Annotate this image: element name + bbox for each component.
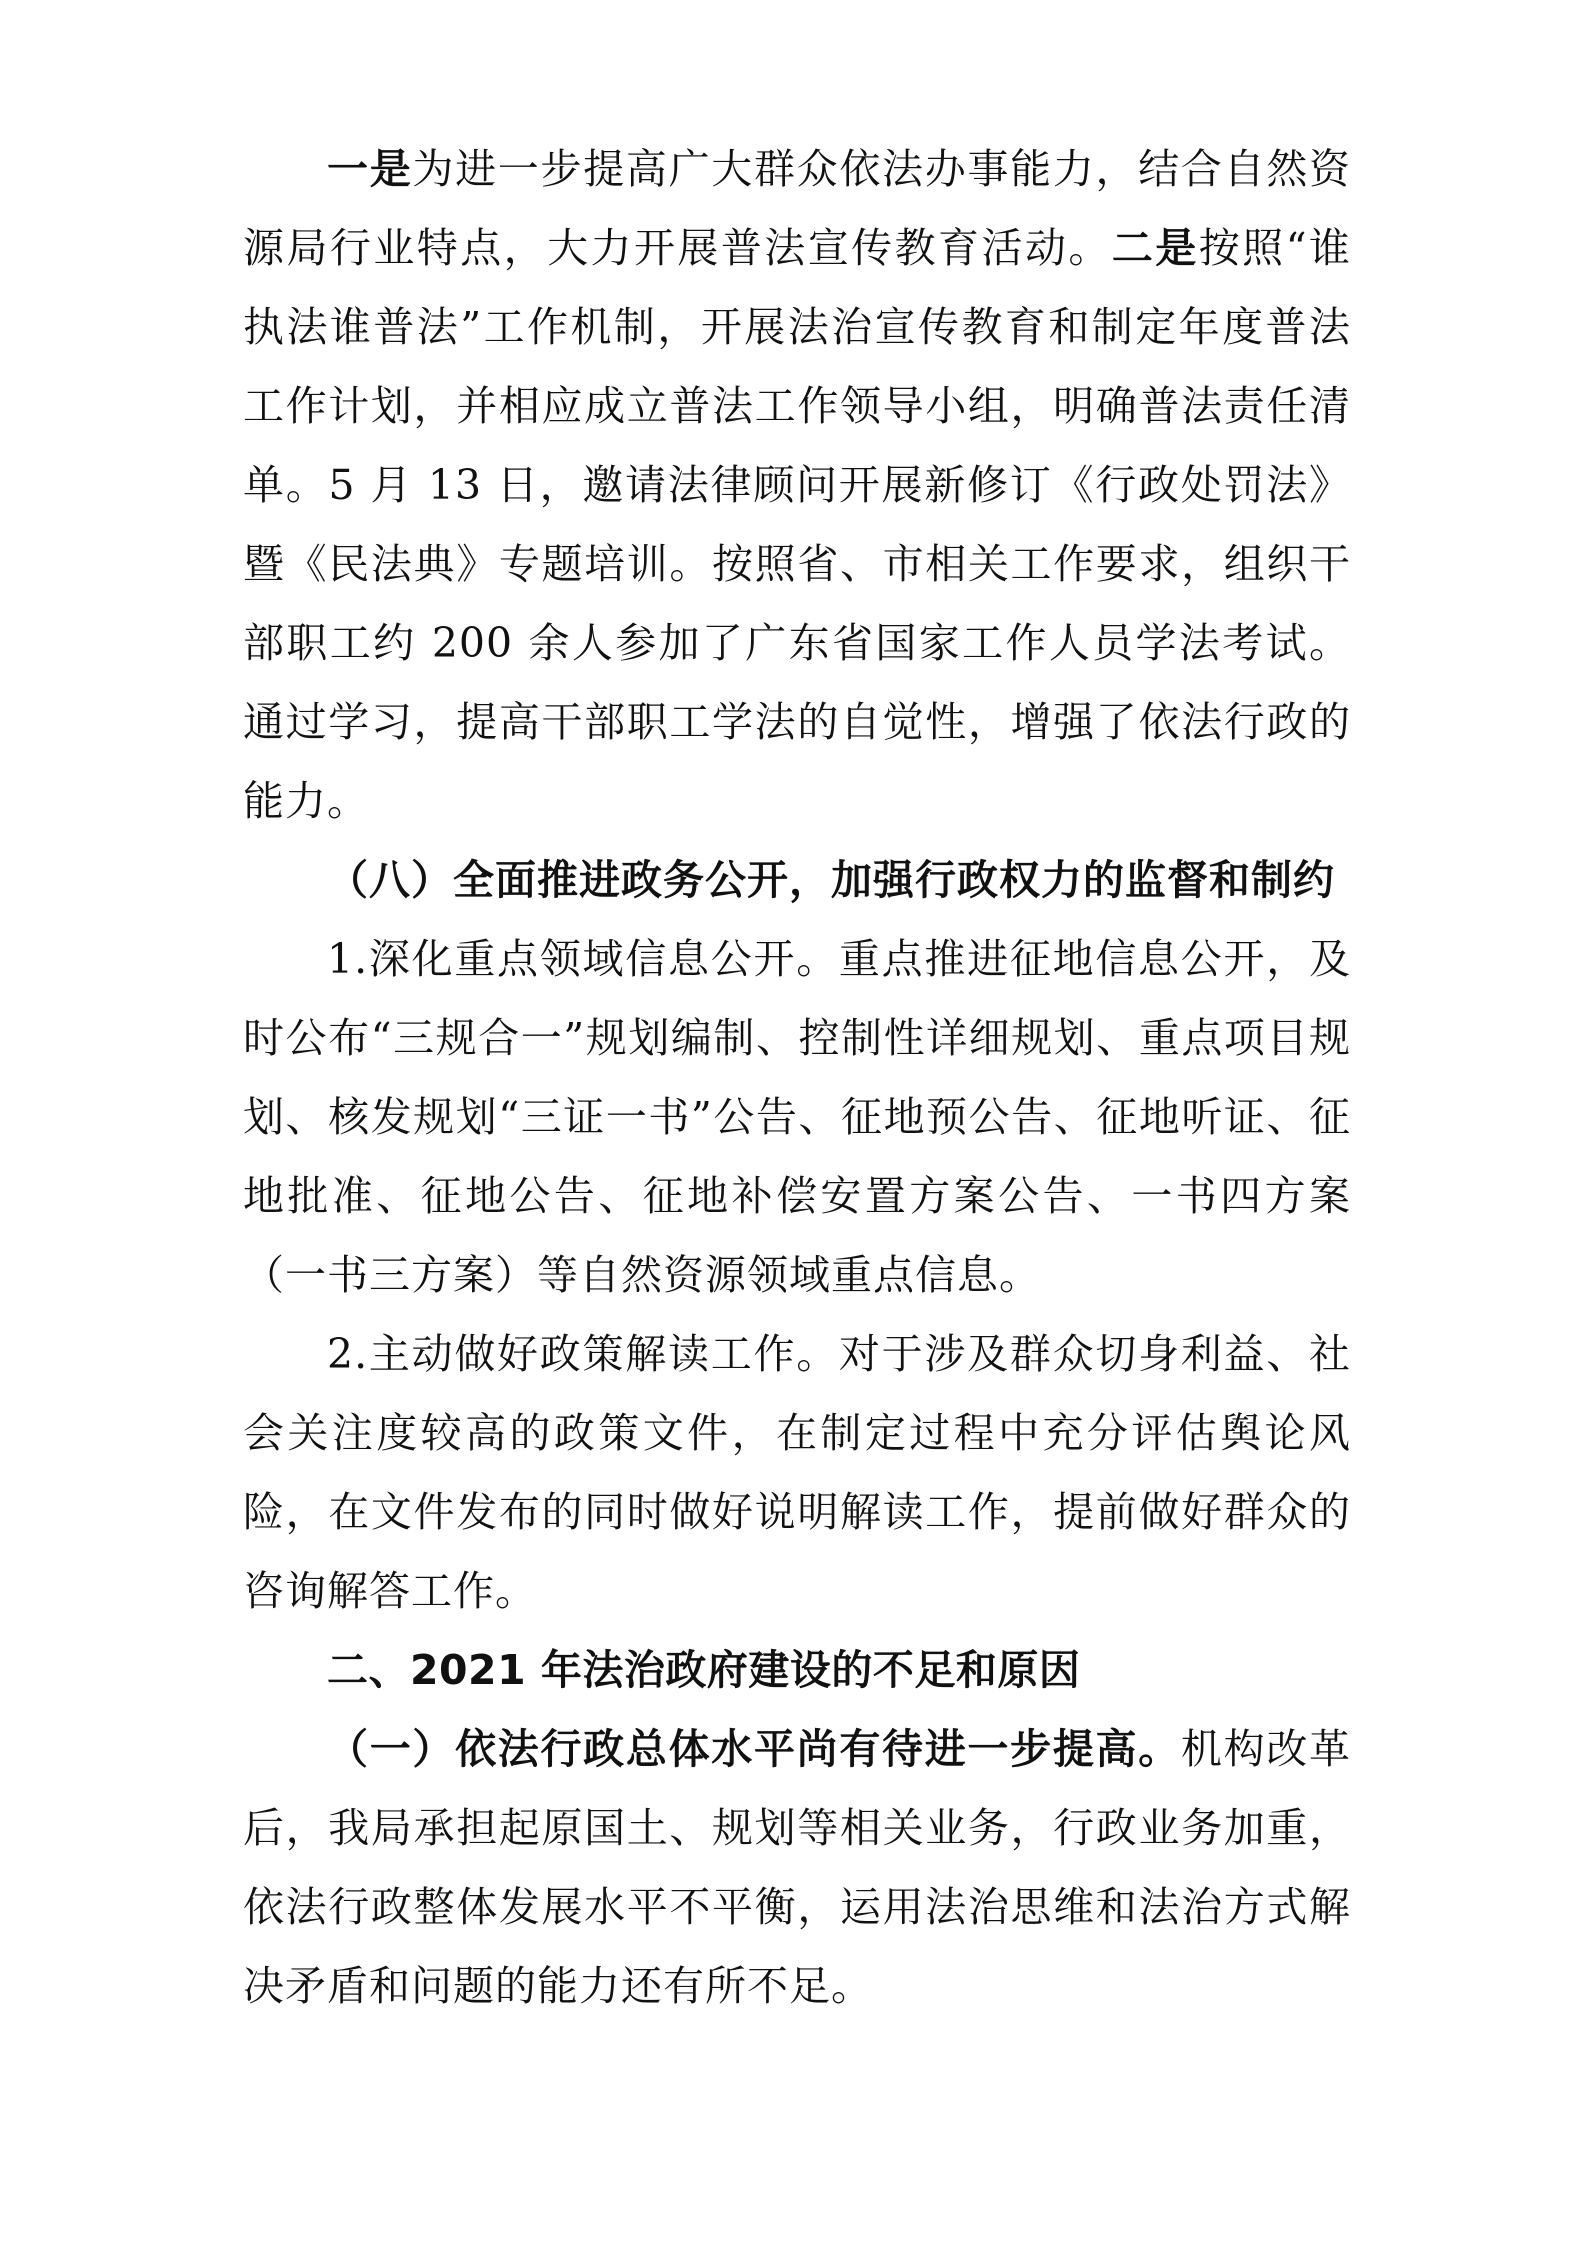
body-text [243,130,1351,2026]
paragraph-2-1-text: 机构改革后，我局承担起原国土、规划等相关业务，行政业务加重，依法行政整体发展水平不平衡，运用法治思维和法治方式解决矛盾和问题的能力还有所不足。 [243,1725,1352,2010]
lead-second: 二是 [1111,224,1199,272]
paragraph-item-2: 2.主动做好政策解读工作。对于涉及群众切身利益、社会关注度较高的政策文件，在制定过程中充分评估舆论风险，在文件发布的同时做好说明解读工作，提前做好群众的咨询解答工作。 [243,1330,1351,1615]
paragraph-outreach-text-1: 为进一步提高广大群众依法办事能力，结合自然资源局行业特点，大力开展普法宣传教育活动。 [243,145,1352,272]
section-heading-two: 二、2021 年法治政府建设的不足和原因 [327,1646,1081,1694]
subheading-2-1: （一）依法行政总体水平尚有待进一步提高。 [327,1725,1181,1773]
paragraph-outreach [243,130,1351,841]
paragraph-2-1 [243,1710,1351,2026]
paragraph-item-1: 1.深化重点领域信息公开。重点推进征地信息公开，及时公布“三规合一”规划编制、控制性详细规划、重点项目规划、核发规划“三证一书”公告、征地预公告、征地听证、征地批准、征地公告、征地补偿安置方案公告、一书四方案（一书三方案）等自然资源领域重点信息。 [243,935,1351,1299]
subheading-eight: （八）全面推进政务公开，加强行政权力的监督和制约 [327,856,1335,904]
lead-first: 一是 [327,145,413,193]
paragraph-outreach-text-2: 按照“谁执法谁普法”工作机制，开展法治宣传教育和制定年度普法工作计划，并相应成立普法工作领导小组，明确普法责任清单。5 月 13 日，邀请法律顾问开展新修订《行政处罚法》暨《民法典》专题培训。按照省、市相关工作要求，组织干部职工约 200 余人参加了广东省国家工作人员学法考试。通过学习，提高干部职工学法的自觉性，增强了依法行政的能力。 [243,224,1352,825]
